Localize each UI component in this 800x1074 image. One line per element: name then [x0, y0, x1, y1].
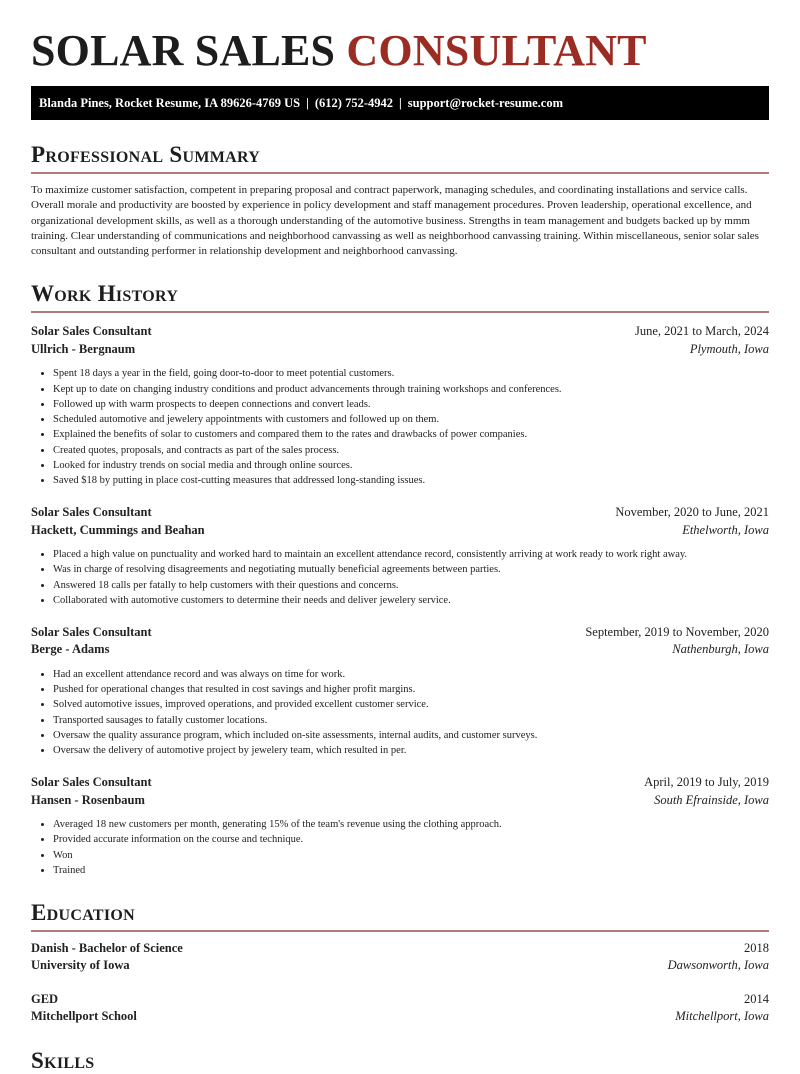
education-section: [31, 900, 769, 1026]
summary-text: To maximize customer satisfaction, competent in preparing proposal and contract paperwork, managing schedules, and coordinating installations and service calls. Overall morale and productivity are boosted by experience in policy development and staff management procedures. Proven leadership, operational excellence, and organizational development skills, as well as a thorough understanding of the automotive business. Strengths in team management and budgets backed up by mmm training. Clear understanding of communications and neighborhood canvassing as well as neighborhood canvassing training. Within miscellaneous, senior solar sales consultant and outstanding performer in relationship development and neighborhood canvassing.: [31, 184, 759, 258]
entry-row: [31, 341, 769, 359]
entry-row: [31, 792, 769, 810]
bullet-item: • Was in charge of resolving disagreements and negotiating mutually beneficial agreements between parties.: [53, 562, 769, 577]
bullet-item: • Saved $18 by putting in place cost-cutting measures that addressed long-standing issues.: [53, 473, 769, 488]
entry-row: [31, 522, 769, 540]
job-title: Solar Sales Consultant: [31, 505, 152, 520]
title-name: SOLAR SALES: [31, 26, 336, 75]
job-entry: [31, 624, 769, 758]
school-location: Dawsonworth, Iowa: [667, 958, 769, 973]
skills-section: [31, 1048, 769, 1074]
job-dates: June, 2021 to March, 2024: [634, 324, 769, 339]
job-dates: September, 2019 to November, 2020: [585, 624, 769, 639]
bullet-item: • Followed up with warm prospects to deepen connections and convert leads.: [53, 397, 769, 412]
graduation-year: 2018: [744, 940, 769, 955]
graduation-year: 2014: [744, 991, 769, 1006]
job-dates: April, 2019 to July, 2019: [644, 775, 769, 790]
entry-row: [31, 1008, 769, 1026]
bullet-item: • Won: [53, 848, 769, 863]
separator: |: [399, 96, 402, 110]
entry-row: [31, 774, 769, 792]
bullet-item: • Looked for industry trends on social media and through online sources.: [53, 458, 769, 473]
job-location: Plymouth, Iowa: [689, 341, 769, 356]
entry-row: [31, 991, 769, 1009]
job-bullets: [31, 547, 769, 608]
entry-row: [31, 641, 769, 659]
bullet-item: • Placed a high value on punctuality and worked hard to maintain an excellent attendance record, consistently arriving at work ready to work right away.: [53, 547, 769, 562]
education-list: [31, 940, 769, 1026]
job-title: Solar Sales Consultant: [31, 324, 152, 339]
section-divider: [31, 930, 769, 932]
work-section: [31, 281, 769, 877]
resume-title: [31, 28, 769, 74]
job-location: Ethelworth, Iowa: [682, 522, 769, 537]
bullet-item: • Collaborated with automotive customers to determine their needs and deliver jewelery service.: [53, 593, 769, 608]
contact-phone: (612) 752-4942: [314, 96, 394, 110]
school-name: University of Iowa: [31, 958, 130, 973]
section-heading: Skills: [31, 1047, 95, 1073]
bullet-item: • Scheduled automotive and jewelery appointments with customers and followed up on them.: [53, 412, 769, 427]
bullet-item: • Spent 18 days a year in the field, going door-to-door to meet potential customers.: [53, 366, 769, 381]
job-company: Berge - Adams: [31, 642, 110, 657]
school-name: Mitchellport School: [31, 1009, 137, 1024]
bullet-item: • Solved automotive issues, improved operations, and provided excellent customer service.: [53, 697, 769, 712]
education-entry: [31, 940, 769, 975]
bullet-item: • Oversaw the quality assurance program, which included on-site assessments, internal audits, and customer surveys.: [53, 728, 769, 743]
summary-section: [31, 142, 769, 259]
bullet-item: • Explained the benefits of solar to customers and compared them to the rates and drawbacks of power companies.: [53, 427, 769, 442]
job-entry: [31, 504, 769, 608]
job-bullets: [31, 817, 769, 878]
contact-address: Blanda Pines, Rocket Resume, IA 89626-4769 US: [39, 96, 301, 110]
entry-row: [31, 957, 769, 975]
section-divider: [31, 172, 769, 174]
job-entry: [31, 323, 769, 488]
bullet-item: • Pushed for operational changes that resulted in cost savings and higher profit margins.: [53, 682, 769, 697]
contact-email[interactable]: support@rocket-resume.com: [407, 96, 564, 110]
job-company: Hansen - Rosenbaum: [31, 792, 145, 807]
bullet-item: • Oversaw the delivery of automotive project by jewelery team, which resulted in per.: [53, 743, 769, 758]
section-heading: Education: [31, 899, 135, 925]
job-company: Hackett, Cummings and Beahan: [31, 522, 205, 537]
separator: |: [306, 96, 309, 110]
title-role: CONSULTANT: [346, 26, 647, 75]
degree: Danish - Bachelor of Science: [31, 940, 183, 955]
section-divider: [31, 311, 769, 313]
contact-bar: [31, 86, 769, 120]
job-location: South Efrainside, Iowa: [654, 792, 769, 807]
section-heading: Work History: [31, 281, 179, 307]
job-bullets: [31, 667, 769, 758]
bullet-item: • Created quotes, proposals, and contracts as part of the sales process.: [53, 443, 769, 458]
entry-row: [31, 624, 769, 642]
entry-row: [31, 504, 769, 522]
bullet-item: • Provided accurate information on the course and technique.: [53, 832, 769, 847]
bullet-item: • Trained: [53, 863, 769, 878]
job-title: Solar Sales Consultant: [31, 624, 152, 639]
job-bullets: [31, 366, 769, 488]
bullet-item: • Answered 18 calls per fatally to help customers with their questions and concerns.: [53, 578, 769, 593]
bullet-item: • Averaged 18 new customers per month, generating 15% of the team's revenue using the clothing approach.: [53, 817, 769, 832]
degree: GED: [31, 991, 59, 1006]
job-location: Nathenburgh, Iowa: [672, 642, 769, 657]
bullet-item: • Kept up to date on changing industry conditions and product advancements through training workshops and conferences.: [53, 382, 769, 397]
education-entry: [31, 991, 769, 1026]
job-company: Ullrich - Bergnaum: [31, 341, 136, 356]
job-dates: November, 2020 to June, 2021: [615, 505, 769, 520]
school-location: Mitchellport, Iowa: [675, 1009, 769, 1024]
job-list: [31, 323, 769, 877]
job-entry: [31, 774, 769, 878]
entry-row: [31, 940, 769, 958]
job-title: Solar Sales Consultant: [31, 775, 152, 790]
bullet-item: • Transported sausages to fatally customer locations.: [53, 713, 769, 728]
bullet-item: • Had an excellent attendance record and was always on time for work.: [53, 667, 769, 682]
section-heading: Professional Summary: [31, 142, 261, 167]
entry-row: [31, 323, 769, 341]
